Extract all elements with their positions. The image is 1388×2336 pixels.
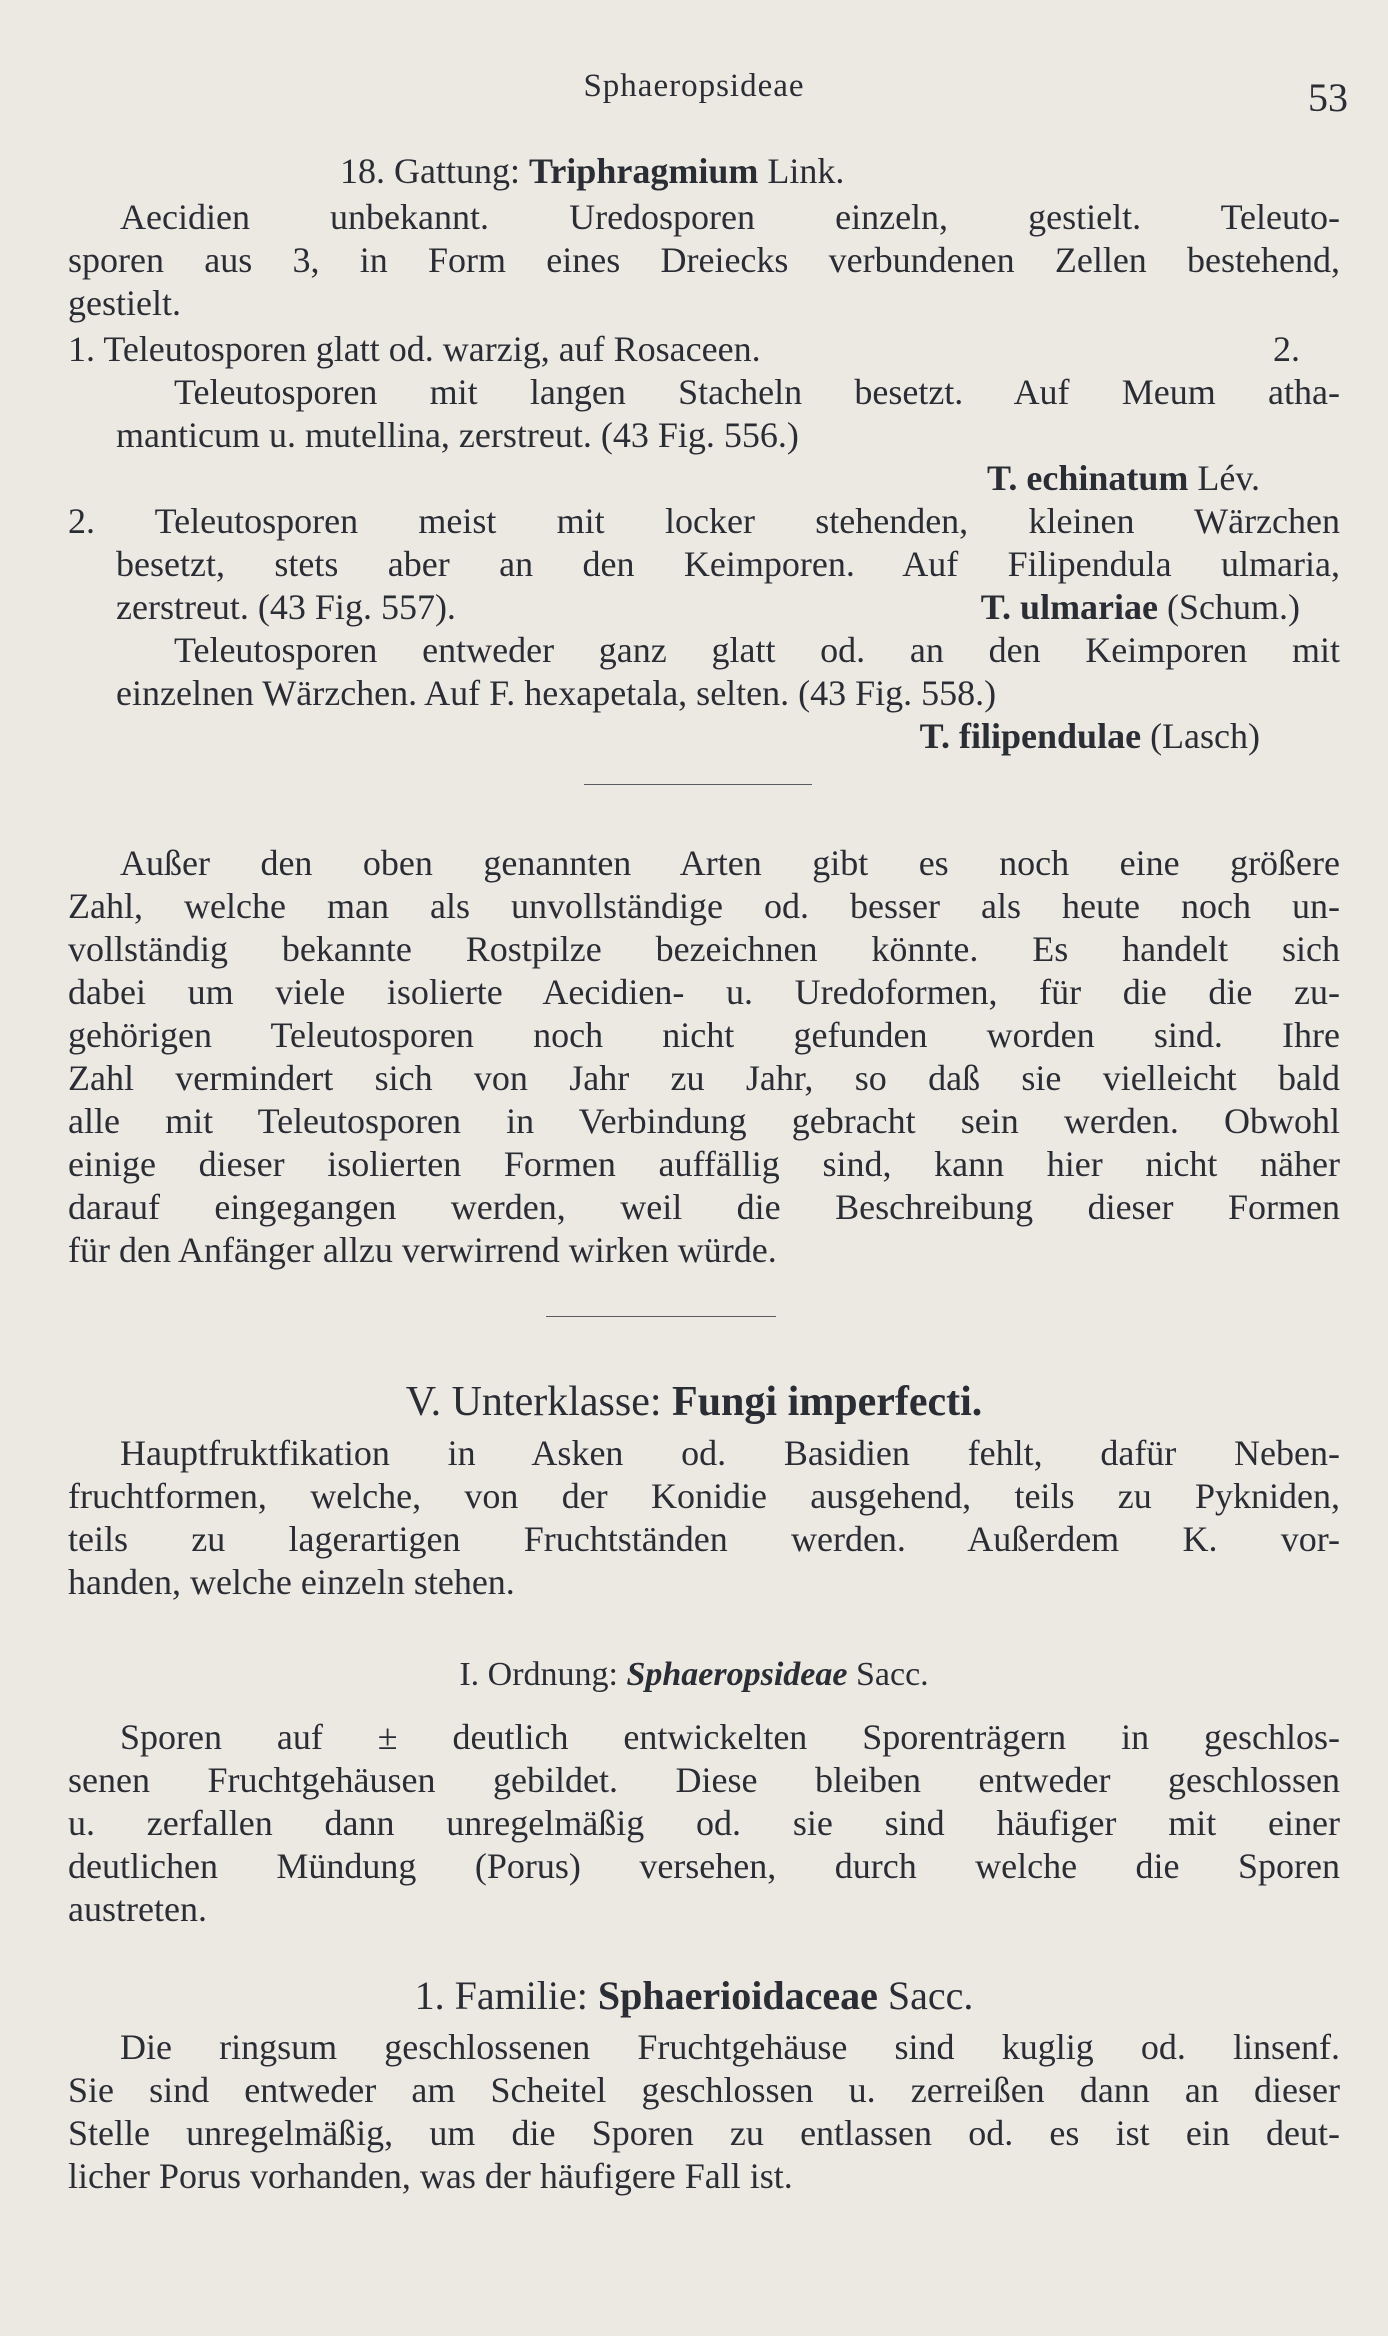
species-name: T. echinatum (987, 458, 1189, 498)
text-line: Sporen auf ± deutlich entwickelten Sporenträgern in geschlos- (120, 1717, 1340, 1757)
subclass-description (68, 1432, 1340, 1604)
text-line: Stelle unregelmäßig, um die Sporen zu entlassen od. es ist ein deut- (68, 2113, 1340, 2153)
order-heading (0, 1656, 1388, 1694)
genus-heading-prefix: 18. Gattung: (340, 151, 529, 191)
text-line: darauf eingegangen werden, weil die Beschreibung dieser Formen (68, 1187, 1340, 1227)
text-line: Zahl, welche man als unvollständige od. besser als heute noch un- (68, 886, 1340, 926)
text-line: Aecidien unbekannt. Uredosporen einzeln, gestielt. Teleuto- (120, 197, 1340, 237)
section-divider (546, 1316, 776, 1317)
text-line: Teleutosporen mit langen Stacheln besetzt. Auf Meum atha- (174, 372, 1340, 412)
text-line: Teleutosporen entweder ganz glatt od. an den Keimporen mit (174, 630, 1340, 670)
species-line (68, 715, 1340, 758)
text-line: licher Porus vorhanden, was der häufigere Fall ist. (68, 2156, 793, 2196)
species-line (68, 586, 1340, 629)
text-line: gehörigen Teleutosporen noch nicht gefunden worden sind. Ihre (68, 1015, 1340, 1055)
key-entry-1a (68, 328, 1340, 371)
text-line: sporen aus 3, in Form eines Dreiecks verbundenen Zellen bestehend, (68, 240, 1340, 280)
order-description (68, 1716, 1340, 1931)
species-author: (Lasch) (1141, 716, 1260, 756)
text-line: deutlichen Mündung (Porus) versehen, durch welche die Sporen (68, 1846, 1340, 1886)
text-line: Sie sind entweder am Scheitel geschlossen u. zerreißen dann an dieser (68, 2070, 1340, 2110)
text-line: Hauptfruktfikation in Asken od. Basidien fehlt, dafür Neben- (120, 1433, 1340, 1473)
family-author: Sacc. (877, 1973, 974, 2018)
species-line (68, 457, 1340, 500)
key-reference: 2. (1273, 329, 1300, 369)
text-line: besetzt, stets aber an den Keimporen. Auf Filipendula ulmaria, (116, 544, 1340, 584)
text-line: einzelnen Wärzchen. Auf F. hexapetala, selten. (43 Fig. 558.) (116, 673, 997, 713)
genus-description (68, 196, 1340, 325)
text-line: für den Anfänger allzu verwirrend wirken würde. (68, 1230, 777, 1270)
text-line: einige dieser isolierten Formen auffällig sind, kann hier nicht näher (68, 1144, 1340, 1184)
text-line: 2. Teleutosporen meist mit locker stehenden, kleinen Wärzchen (68, 501, 1340, 541)
text-line: Außer den oben genannten Arten gibt es noch eine größere (120, 843, 1340, 883)
text-line: senen Fruchtgehäusen gebildet. Diese bleiben entweder geschlossen (68, 1760, 1340, 1800)
family-name: Sphaerioidaceae (597, 1973, 878, 2018)
family-heading-prefix: 1. Familie: (414, 1973, 598, 2018)
text-line: austreten. (68, 1889, 207, 1929)
text-line: u. zerfallen dann unregelmäßig od. sie sind häufiger mit einer (68, 1803, 1340, 1843)
species-name: T. ulmariae (980, 587, 1159, 627)
genus-author: Link. (758, 151, 845, 191)
determination-key (68, 328, 1340, 758)
text-line: Zahl vermindert sich von Jahr zu Jahr, so daß sie vielleicht bald (68, 1058, 1340, 1098)
text-line: teils zu lagerartigen Fruchtständen werden. Außerdem K. vor- (68, 1519, 1340, 1559)
order-author: Sacc. (847, 1656, 929, 1693)
order-name: Sphaeropsideae (626, 1656, 848, 1693)
text-line: alle mit Teleutosporen in Verbindung gebracht sein werden. Obwohl (68, 1101, 1340, 1141)
key-text: zerstreut. (43 Fig. 557). (116, 587, 456, 627)
text-line: handen, welche einzeln stehen. (68, 1562, 515, 1602)
text-line: dabei um viele isolierte Aecidien- u. Uredoformen, für die die zu- (68, 972, 1340, 1012)
subclass-name: Fungi imperfecti. (672, 1379, 983, 1425)
text-line: Die ringsum geschlossenen Fruchtgehäuse sind kuglig od. linsenf. (120, 2027, 1340, 2067)
text-line: gestielt. (68, 283, 181, 323)
running-header: Sphaeropsideae (583, 68, 805, 104)
species-name: T. filipendulae (919, 716, 1142, 756)
text-line: vollständig bekannte Rostpilze bezeichnen könnte. Es handelt sich (68, 929, 1340, 969)
section-divider (584, 784, 812, 785)
order-heading-prefix: I. Ordnung: (459, 1656, 627, 1693)
genus-name: Triphragmium (528, 151, 759, 191)
species-author: Lév. (1188, 458, 1260, 498)
page-number: 53 (1308, 75, 1348, 120)
family-description (68, 2026, 1340, 2198)
text-line: fruchtformen, welche, von der Konidie ausgehend, teils zu Pykniden, (68, 1476, 1340, 1516)
species-author: (Schum.) (1158, 587, 1300, 627)
text-line: manticum u. mutellina, zerstreut. (43 Fig. 556.) (116, 415, 799, 455)
subclass-heading-prefix: V. Unterklasse: (405, 1379, 673, 1425)
subclass-heading (0, 1378, 1388, 1426)
family-heading (0, 1972, 1388, 2019)
paragraph-incomplete-forms (68, 842, 1340, 1272)
genus-heading (340, 150, 844, 192)
key-text: 1. Teleutosporen glatt od. warzig, auf Rosaceen. (68, 329, 761, 369)
